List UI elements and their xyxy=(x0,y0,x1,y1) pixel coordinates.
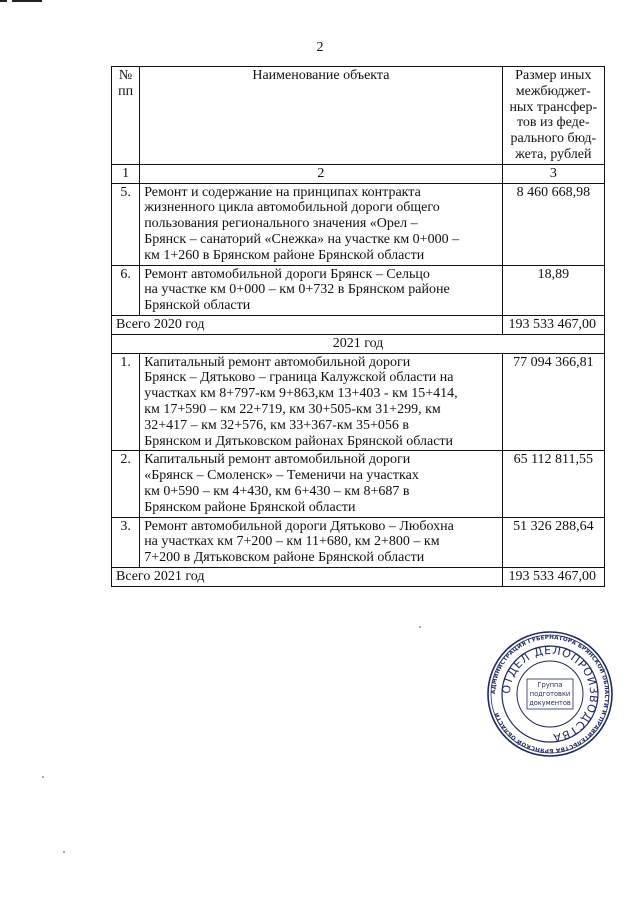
stamp-middle-text: ОТДЕЛ ДЕЛОПРОИЗВОДСТВА xyxy=(499,643,601,745)
transfer-amount: 77 094 366,81 xyxy=(502,353,604,451)
object-name: Капитальный ремонт автомобильной дороги Брянск – Дятьково – граница Калужской области на участках км 8+797-км 9+863,км 13+403 - км 15+414, км 17+590 – км 22+719, км 30+505-км 31+299, км 32+417 – км 32+576, км 33+367-км 35+056 в Брянском и Дятьковском районах Брянской области xyxy=(140,353,502,451)
stamp-outer-text: АДМИНИСТРАЦИЯ ГУБЕРНАТОРА БРЯНСКОЙ ОБЛАСТИ И ПРАВИТЕЛЬСТВА БРЯНСКОЙ ОБЛАСТИ xyxy=(490,634,610,754)
header-number: № пп xyxy=(112,67,140,165)
object-name: Ремонт и содержание на принципах контракта жизненного цикла автомобильной дороги общего пользования регионального значения «Орел – Брянск – санаторий «Снежка» на участке км 0+000 – км 1+260 в Брянском районе Брянской области xyxy=(140,183,502,265)
stamp-center-line: Группа xyxy=(537,681,563,689)
year-heading: 2021 год xyxy=(112,334,605,353)
column-number: 1 xyxy=(112,164,140,183)
total-row-2020 xyxy=(112,315,605,334)
table-row xyxy=(112,517,605,567)
office-stamp xyxy=(486,630,614,758)
corner-scan-mark xyxy=(0,0,44,4)
row-number: 2. xyxy=(112,451,140,517)
table-row xyxy=(112,183,605,265)
year-row-2021 xyxy=(112,334,605,353)
scan-speck xyxy=(419,626,421,628)
row-number: 3. xyxy=(112,517,140,567)
object-name: Капитальный ремонт автомобильной дороги «Брянск – Смоленск» – Теменичи на участках км 0+590 – км 4+430, км 6+430 – км 8+687 в Брянском районе Брянской области xyxy=(140,451,502,517)
row-number: 6. xyxy=(112,265,140,315)
total-row-2021 xyxy=(112,567,605,586)
total-label: Всего 2021 год xyxy=(112,567,503,586)
total-amount: 193 533 467,00 xyxy=(502,315,604,334)
column-number: 2 xyxy=(140,164,502,183)
transfer-amount: 18,89 xyxy=(502,265,604,315)
header-name: Наименование объекта xyxy=(140,67,502,165)
row-number: 1. xyxy=(112,353,140,451)
total-label: Всего 2020 год xyxy=(112,315,503,334)
stamp-center-line: документов xyxy=(529,699,571,707)
page-number: 2 xyxy=(316,40,324,55)
total-amount: 193 533 467,00 xyxy=(502,567,604,586)
transfer-amount: 51 326 288,64 xyxy=(502,517,604,567)
table-row xyxy=(112,451,605,517)
transfer-amount: 65 112 811,55 xyxy=(502,451,604,517)
header-amount: Размер иных межбюджет- ных трансфер- тов из феде- рального бюд- жета, рублей xyxy=(502,67,604,165)
object-name: Ремонт автомобильной дороги Дятьково – Любохна на участках км 7+200 – км 11+680, км 2+800 – км 7+200 в Дятьковском районе Брянской области xyxy=(140,517,502,567)
column-number: 3 xyxy=(502,164,604,183)
header-row xyxy=(112,67,605,165)
transfer-amount: 8 460 668,98 xyxy=(502,183,604,265)
table-row xyxy=(112,265,605,315)
table-row xyxy=(112,353,605,451)
scan-speck xyxy=(42,776,44,778)
transfers-table xyxy=(111,66,605,587)
row-number: 5. xyxy=(112,183,140,265)
scan-speck xyxy=(63,851,65,853)
object-name: Ремонт автомобильной дороги Брянск – Сельцо на участке км 0+000 – км 0+732 в Брянском районе Брянской области xyxy=(140,265,502,315)
stamp-center-line: подготовки xyxy=(529,690,571,698)
column-number-row xyxy=(112,164,605,183)
